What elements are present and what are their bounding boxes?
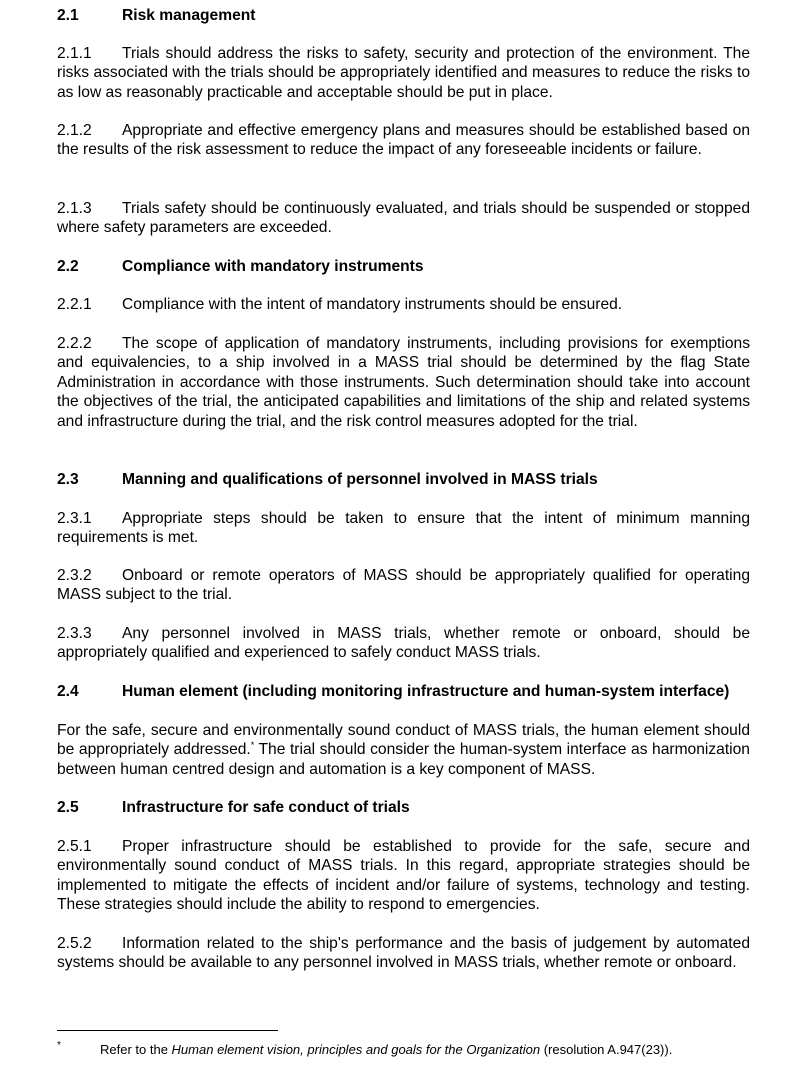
- paragraph-text: Trials should address the risks to safety, security and protection of the environment. The risks associated with the trials should be appropriately identified and measures to reduce the risks to as low as reasonably practicable and acceptable should be put in place.: [57, 45, 750, 101]
- paragraph-text: Compliance with the intent of mandatory instruments should be ensured.: [122, 296, 623, 313]
- section-title: Manning and qualifications of personnel involved in MASS trials: [122, 471, 598, 488]
- footnote-text: [100, 1042, 672, 1058]
- paragraph-2-3-2: [57, 566, 750, 605]
- paragraph-2-2-1: [57, 295, 750, 314]
- paragraph-2-5-2: [57, 934, 750, 973]
- paragraph-2-1-1: [57, 44, 750, 102]
- section-title: Compliance with mandatory instruments: [122, 258, 424, 275]
- paragraph-number: 2.1.3: [57, 200, 92, 217]
- section-number: 2.1: [57, 7, 79, 24]
- paragraph-2-3-3: [57, 624, 750, 663]
- paragraph-number: 2.3.1: [57, 510, 92, 527]
- paragraph-2-3-1: [57, 509, 750, 548]
- paragraph-text-continued: The trial should consider the human-system interface as harmonization between human centred design and automation is a key component of MASS.: [57, 741, 750, 778]
- paragraph-number: 2.2.2: [57, 335, 92, 352]
- paragraph-text: Any personnel involved in MASS trials, whether remote or onboard, should be appropriately qualified and experienced to safely conduct MASS trials.: [57, 625, 750, 662]
- section-number: 2.4: [57, 683, 79, 700]
- paragraph-number: 2.1.2: [57, 122, 92, 139]
- paragraph-2-1-2: [57, 121, 750, 160]
- paragraph-number: 2.5.1: [57, 838, 92, 855]
- footnote-divider: [57, 1030, 278, 1031]
- paragraph-text: Trials safety should be continuously evaluated, and trials should be suspended or stopped where safety parameters are exceeded.: [57, 200, 750, 237]
- section-number: 2.3: [57, 471, 79, 488]
- section-number: 2.2: [57, 258, 79, 275]
- section-heading-2-3: [57, 470, 598, 489]
- section-title: Infrastructure for safe conduct of trials: [122, 799, 410, 816]
- section-number: 2.5: [57, 799, 79, 816]
- footnote-reference[interactable]: *: [250, 740, 255, 751]
- paragraph-text: Onboard or remote operators of MASS should be appropriately qualified for operating MASS subject to the trial.: [57, 567, 750, 604]
- section-heading-2-4: [57, 682, 729, 701]
- paragraph-text: The scope of application of mandatory instruments, including provisions for exemptions and equivalencies, to a ship involved in a MASS trial should be determined by the flag State Administration in accordance with those instruments. Such determination should take into account the objectives of the trial, the anticipated capabilities and limitations of the ship and related systems and infrastructure during the trial, and the risk control measures adopted for the trial.: [57, 335, 750, 430]
- paragraph-number: 2.3.2: [57, 567, 92, 584]
- paragraph-text: Appropriate and effective emergency plans and measures should be established based on the results of the risk assessment to reduce the impact of any foreseeable incidents or failure.: [57, 122, 750, 159]
- paragraph-2-4-body: [57, 721, 750, 779]
- paragraph-2-2-2: [57, 334, 750, 431]
- paragraph-text: Appropriate steps should be taken to ensure that the intent of minimum manning requirements is met.: [57, 510, 750, 547]
- footnote-suffix: (resolution A.947(23)).: [540, 1042, 673, 1057]
- paragraph-number: 2.5.2: [57, 935, 92, 952]
- paragraph-number: 2.3.3: [57, 625, 92, 642]
- paragraph-2-1-3: [57, 199, 750, 238]
- footnote-prefix: Refer to the: [100, 1042, 172, 1057]
- paragraph-text: Information related to the ship's performance and the basis of judgement by automated systems should be available to any personnel involved in MASS trials, whether remote or onboard.: [57, 935, 750, 972]
- footnote-title: Human element vision, principles and goals for the Organization: [171, 1042, 541, 1057]
- section-heading-2-1: [57, 6, 255, 25]
- footnote-marker: *: [57, 1040, 61, 1051]
- section-title: Human element (including monitoring infrastructure and human-system interface): [122, 683, 730, 700]
- paragraph-number: 2.2.1: [57, 296, 92, 313]
- paragraph-2-5-1: [57, 837, 750, 915]
- section-heading-2-5: [57, 798, 410, 817]
- paragraph-text: For the safe, secure and environmentally sound conduct of MASS trials, the human element should be appropriately addressed.: [57, 722, 750, 759]
- section-heading-2-2: [57, 257, 424, 276]
- paragraph-number: 2.1.1: [57, 45, 92, 62]
- section-title: Risk management: [122, 7, 256, 24]
- paragraph-text: Proper infrastructure should be established to provide for the safe, secure and environmentally sound conduct of MASS trials. In this regard, appropriate strategies should be implemented to mitigate the effects of incident and/or failure of systems, technology and testing. These strategies should include the ability to respond to emergencies.: [57, 838, 750, 914]
